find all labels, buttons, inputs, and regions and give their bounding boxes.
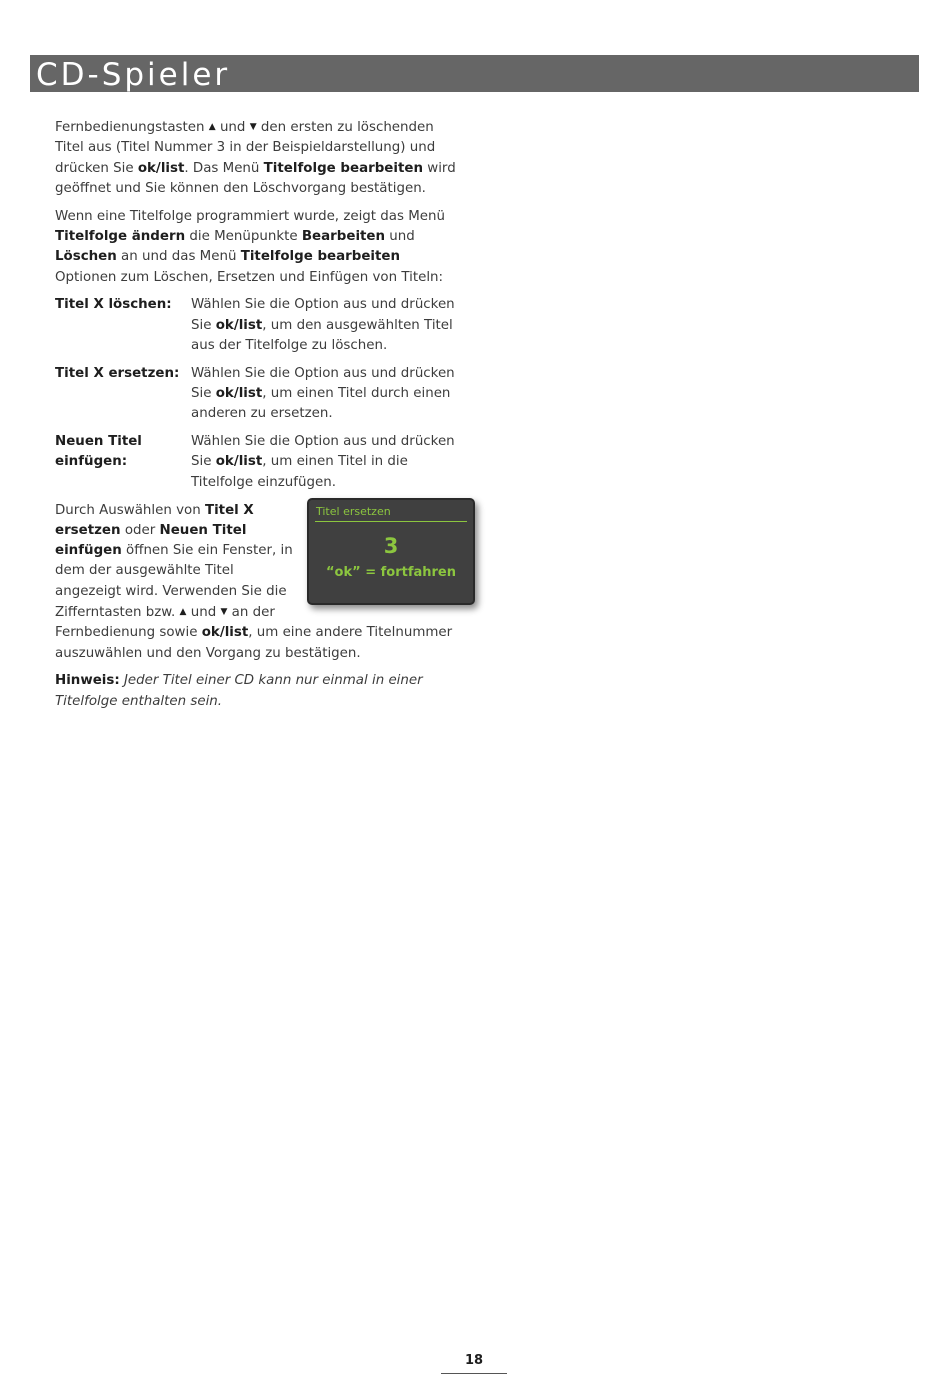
text-run: und: [215, 120, 250, 135]
definition-description: [191, 432, 465, 493]
display-track-number: 3: [383, 533, 399, 558]
text-run: . Das Menü: [184, 160, 264, 176]
definition-term: Titel X ersetzen:: [55, 365, 180, 381]
display-hint: “ok” = fortfahren: [326, 564, 456, 580]
definition-insert: [55, 432, 465, 493]
text-run: an und das Menü: [116, 249, 241, 265]
paragraph-replace-window: [55, 501, 465, 664]
menu-name: Titelfolge bearbeiten: [263, 160, 423, 176]
menu-item-name: Titel X ersetzen: [55, 502, 254, 538]
menu-item-name: Neuen Titel einfügen: [55, 522, 247, 559]
definition-description: [191, 364, 465, 425]
display-title: Titel ersetzen: [316, 504, 391, 518]
menu-item-name: Bearbeiten: [301, 228, 386, 244]
text-run: an der Fernbedienung sowie: [55, 605, 275, 641]
text-run: Wählen Sie die Option aus und drücken Sie: [191, 434, 455, 470]
text-run: Fernbedienungstasten: [55, 120, 209, 135]
note: [55, 671, 465, 712]
text-run: Optionen zum Löschen, Ersetzen und Einfügen von Titeln:: [55, 269, 444, 285]
definition-replace: [55, 364, 465, 425]
key-label: ok/list: [201, 625, 249, 641]
definition-delete: [55, 295, 465, 356]
display-screen: [307, 498, 475, 605]
text-run: , um einen Titel durch einen anderen zu ersetzen.: [191, 386, 451, 422]
text-run: , um eine andere Titelnummer auszuwählen und den Vorgang zu bestätigen.: [55, 625, 453, 661]
text-run: , um den ausgewählten Titel aus der Titelfolge zu löschen.: [191, 317, 453, 353]
page-number-rule: [441, 1373, 507, 1374]
menu-item-name: Löschen: [55, 249, 117, 265]
definition-term: Titel X löschen:: [55, 297, 172, 313]
menu-name: Titelfolge ändern: [55, 228, 186, 244]
text-run: Wenn eine Titelfolge programmiert wurde, zeigt das Menü: [55, 208, 446, 224]
menu-name: Titelfolge bearbeiten: [240, 249, 401, 265]
up-triangle-icon: ▲: [208, 122, 216, 132]
page-number: 18: [464, 1353, 484, 1368]
definition-term: Neuen Titel einfügen:: [55, 434, 142, 470]
display-divider: [315, 521, 467, 522]
paragraph-select-track: [55, 117, 465, 199]
note-label: Hinweis:: [55, 673, 120, 689]
definition-description: [191, 295, 465, 356]
down-triangle-icon: ▼: [220, 607, 228, 618]
text-run: Durch Auswählen von: [55, 502, 205, 518]
up-triangle-icon: ▲: [179, 607, 187, 618]
text-run: wird geöffnet und Sie können den Löschvorgang bestätigen.: [55, 160, 456, 196]
text-run: Wählen Sie die Option aus und drücken Sie: [191, 365, 455, 402]
key-label: ok/list: [215, 386, 263, 402]
key-label: ok/list: [215, 454, 263, 470]
note-text: Jeder Titel einer CD kann nur einmal in einer Titelfolge enthalten sein.: [55, 673, 423, 709]
text-run: und: [385, 228, 415, 244]
down-triangle-icon: ▼: [249, 122, 257, 132]
text-run: oder: [120, 522, 160, 538]
text-run: die Menüpunkte: [185, 228, 302, 244]
text-run: den ersten zu löschenden Titel aus (Titel Nummer 3 in der Beispieldarstellung) und drücken Sie: [55, 120, 436, 176]
section-header-bar: [30, 55, 919, 92]
text-run: öffnen Sie ein Fenster, in dem der ausgewählte Titel angezeigt wird. Verwenden Sie die Zifferntasten bzw.: [55, 543, 293, 621]
text-run: Wählen Sie die Option aus und drücken Sie: [191, 297, 455, 333]
paragraph-menu-options: [55, 207, 465, 288]
section-title: CD-Spieler: [36, 57, 231, 93]
main-content: [55, 117, 465, 720]
text-run: , um einen Titel in die Titelfolge einzufügen.: [191, 454, 408, 490]
text-run: und: [186, 605, 221, 621]
key-label: ok/list: [215, 317, 263, 333]
key-label: ok/list: [137, 160, 185, 176]
